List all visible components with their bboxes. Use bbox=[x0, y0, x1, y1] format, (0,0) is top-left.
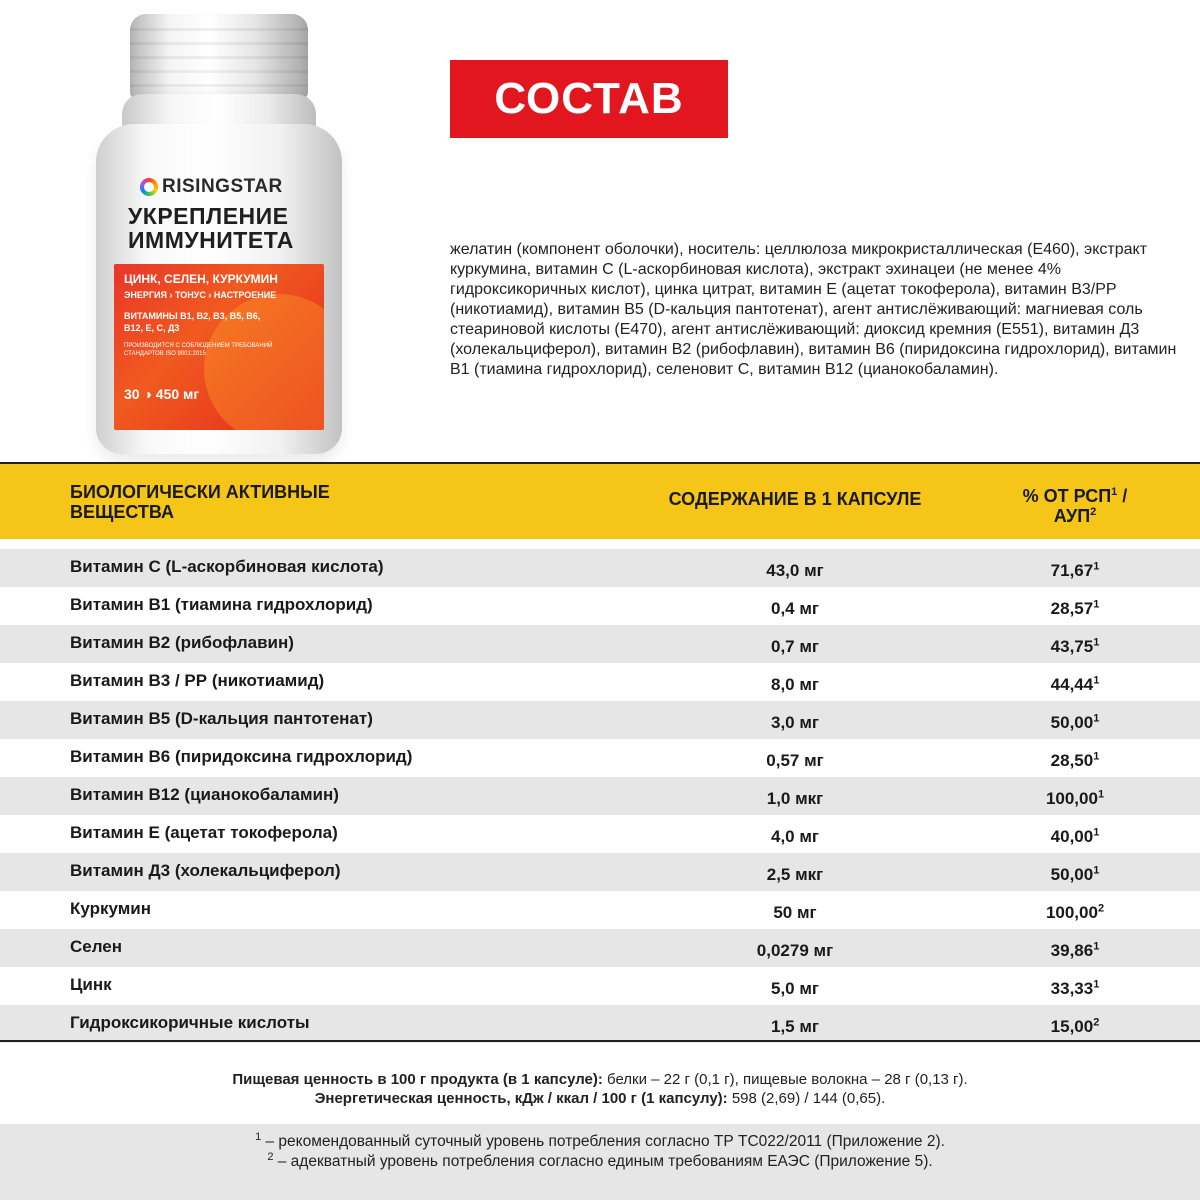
nutrition-line2: Энергетическая ценность, кДж / ккал / 100 г (1 капсулу): 598 (2,69) / 144 (0,65). bbox=[314, 1090, 886, 1107]
row-percent: 43,75$^1$ bbox=[1050, 636, 1100, 656]
nutrition-line1: Пищевая ценность в 100 г продукта (в 1 капсуле): белки – 22 г (0,1 г), пищевые волокна – 28 г (0,13 г). bbox=[232, 1071, 968, 1088]
product-subtitle: ЦИНК, СЕЛЕН, КУРКУМИН bbox=[124, 272, 278, 286]
row-substance: Витамин В6 (пиридоксина гидрохлорид) bbox=[70, 747, 413, 766]
header-percent: % ОТ РСП$^1$ / АУП$^2$ bbox=[1022, 486, 1128, 526]
table-bottom-rule bbox=[0, 1040, 1200, 1042]
row-substance: Селен bbox=[70, 937, 123, 956]
row-amount: 0,57 мг bbox=[766, 751, 824, 770]
footnotes bbox=[0, 1132, 1200, 1172]
table-header bbox=[0, 462, 1200, 539]
brand-ring-icon bbox=[140, 178, 158, 196]
row-substance: Гидроксикоричные кислоты bbox=[70, 1013, 310, 1032]
footnote-2: $^2$ – адекватный уровень потребления согласно единым требованиям ЕАЭС (Приложение 5). bbox=[267, 1150, 933, 1170]
composition-badge: СОСТАВ bbox=[450, 60, 728, 138]
row-amount: 43,0 мг bbox=[766, 561, 824, 580]
row-substance: Витамин В1 (тиамина гидрохлорид) bbox=[70, 595, 373, 614]
table-row bbox=[0, 549, 1200, 587]
row-substance: Цинк bbox=[70, 975, 112, 994]
row-percent: 28,50$^1$ bbox=[1050, 750, 1100, 770]
row-percent: 39,86$^1$ bbox=[1050, 940, 1100, 960]
bottle-label bbox=[108, 162, 330, 430]
row-percent: 15,00$^2$ bbox=[1050, 1016, 1100, 1036]
row-percent: 28,57$^1$ bbox=[1050, 598, 1100, 618]
product-dose: 30 ◑ 450 мг bbox=[124, 386, 200, 402]
row-amount: 0,0279 мг bbox=[756, 941, 834, 960]
product-title bbox=[128, 204, 318, 252]
row-substance: Витамин Е (ацетат токоферола) bbox=[70, 823, 338, 842]
row-substance: Витамин В5 (D-кальция пантотенат) bbox=[70, 709, 373, 728]
table-row bbox=[0, 967, 1200, 1005]
product-vitamins: ВИТАМИНЫ B1, B2, B3, B5, B6, B12, E, C, Д3 bbox=[124, 311, 261, 333]
row-amount: 5,0 мг bbox=[770, 979, 819, 998]
product-title-line1: УКРЕПЛЕНИЕ bbox=[128, 203, 289, 229]
row-percent: 50,00$^1$ bbox=[1050, 712, 1100, 732]
table-row bbox=[0, 891, 1200, 929]
row-amount: 1,0 мкг bbox=[766, 789, 824, 808]
row-percent: 100,00$^1$ bbox=[1045, 788, 1105, 808]
row-amount: 8,0 мг bbox=[770, 675, 819, 694]
row-percent: 50,00$^1$ bbox=[1050, 864, 1100, 884]
row-percent: 100,00$^2$ bbox=[1045, 902, 1105, 922]
product-benefits: ЭНЕРГИЯ › ТОНУС › НАСТРОЕНИЕ bbox=[124, 290, 277, 300]
row-substance: Витамин Д3 (холекальциферол) bbox=[70, 861, 341, 880]
product-bottle-image bbox=[96, 14, 342, 454]
nutrition-info bbox=[0, 1070, 1200, 1108]
table-row bbox=[0, 777, 1200, 815]
row-percent: 40,00$^1$ bbox=[1050, 826, 1100, 846]
table-row bbox=[0, 853, 1200, 891]
table-row bbox=[0, 663, 1200, 701]
product-standard: ПРОИЗВОДИТСЯ С СОБЛЮДЕНИЕМ ТРЕБОВАНИЙ СТАНДАРТОВ ISO 9001:2015 bbox=[124, 343, 273, 357]
header-substances: БИОЛОГИЧЕСКИ АКТИВНЫЕ ВЕЩЕСТВА bbox=[70, 482, 330, 522]
row-percent: 44,44$^1$ bbox=[1050, 674, 1100, 694]
row-amount: 4,0 мг bbox=[770, 827, 819, 846]
row-amount: 50 мг bbox=[773, 903, 817, 922]
table-row bbox=[0, 701, 1200, 739]
row-substance: Витамин В3 / РР (никотиамид) bbox=[70, 671, 325, 690]
product-title-line2: ИММУНИТЕТА bbox=[128, 227, 294, 253]
table-row bbox=[0, 1005, 1200, 1043]
row-amount: 0,7 мг bbox=[770, 637, 819, 656]
table-row bbox=[0, 625, 1200, 663]
composition-text: желатин (компонент оболочки), носитель: целлюлоза микрокристаллическая (Е460), экстракт куркумина, витамин С (L-аскорбиновая кислота), экстракт эхинацеи (не менее 4% гидроксикоричных кислот), цинка цитрат, витамин Е (ацетат токоферола), витамин В3/РР (никотиамид), витамин В5 (D-кальция пантотенат), агент антислёживающий: магниевая соль стеариновой кислоты (Е470), агент антислёживающий: диоксид кремния (Е551), витамин Д3 (холекальциферол), витамин В2 (рибофлавин), витамин В6 (пиридоксина гидрохлорид), витамин В1 (тиамина гидрохлорид), селеновит С, витамин В12 (цианокобаламин). bbox=[450, 241, 1177, 378]
footnote-1: $^1$ – рекомендованный суточный уровень потребления согласно ТР ТС022/2011 (Приложение 2). bbox=[255, 1130, 945, 1150]
row-substance: Витамин С (L-аскорбиновая кислота) bbox=[70, 557, 384, 576]
row-substance: Витамин В2 (рибофлавин) bbox=[70, 633, 294, 652]
row-amount: 2,5 мкг bbox=[766, 865, 824, 884]
row-amount: 0,4 мг bbox=[770, 599, 819, 618]
brand-logo bbox=[140, 176, 283, 198]
row-substance: Куркумин bbox=[70, 899, 152, 918]
row-percent: 33,33$^1$ bbox=[1050, 978, 1100, 998]
header-amount: СОДЕРЖАНИЕ В 1 КАПСУЛЕ bbox=[668, 489, 922, 509]
table-row bbox=[0, 587, 1200, 625]
row-percent: 71,67$^1$ bbox=[1050, 560, 1100, 580]
brand-name: RISINGSTAR bbox=[162, 176, 283, 197]
row-amount: 1,5 мг bbox=[770, 1017, 819, 1036]
table-body bbox=[0, 549, 1200, 1043]
row-substance: Витамин В12 (цианокобаламин) bbox=[70, 785, 339, 804]
table-row bbox=[0, 739, 1200, 777]
table-row bbox=[0, 815, 1200, 853]
table-row bbox=[0, 929, 1200, 967]
bottle-cap bbox=[130, 14, 308, 100]
row-amount: 3,0 мг bbox=[770, 713, 819, 732]
label-red-panel bbox=[114, 264, 324, 430]
